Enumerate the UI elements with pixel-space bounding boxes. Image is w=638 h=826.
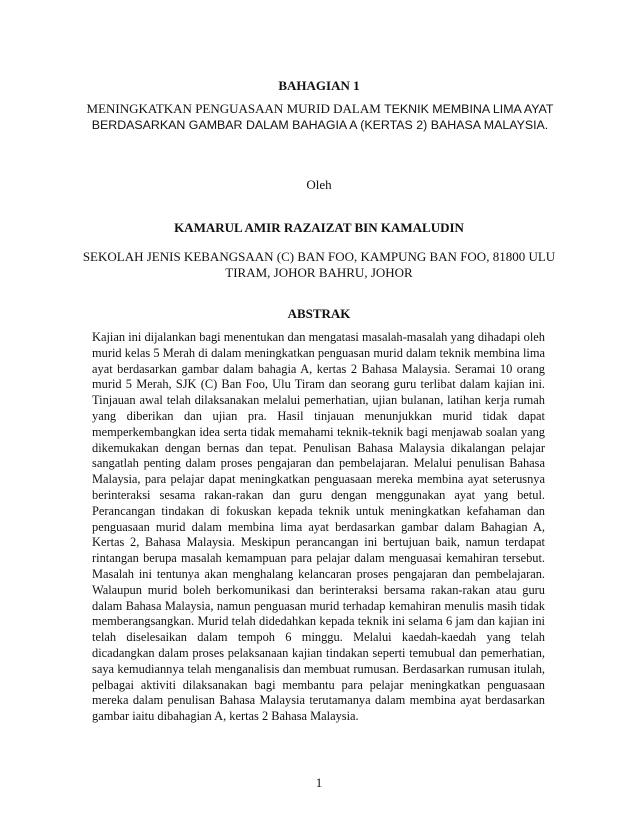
abstract-heading: ABSTRAK (287, 306, 351, 321)
abstract-paragraph: Kajian ini dijalankan bagi menentukan dan mengatasi masalah-masalah yang dihadapi oleh murid kelas 5 Merah di dalam meningkatkan penguasan murid dalam teknik membina lima ayat berdasarkan gambar dalam bahagia A, kertas 2 Bahasa Malaysia. Seramai 10 orang murid 5 Merah, SJK (C) Ban Foo, Ulu Tiram dan seorang guru terlibat dalam kajian ini. Tinjauan awal telah dilaksanakan melalui pemerhatian, ujian bulanan, latihan kerja rumah yang diberikan dan ujian pra. Hasil tinjauan menunjukkan murid tidak dapat memperkembangkan idea serta tidak memahami teknik-teknik bagi menjawab soalan yang dikemukakan dengan bernas dan tepat. Penulisan Bahasa Malaysia dikalangan pelajar sangatlah penting dalam proses pengajaran dan pembelajaran. Melalui penulisan Bahasa Malaysia, para pelajar dapat meningkatkan penguasaan mereka membina ayat seterusnya berinteraksi sesama rakan-rakan dan guru dengan menggunakan ayat yang betul. Perancangan tindakan di fokuskan kepada teknik untuk meningkatkan kefahaman dan penguasaan murid dalam membina lima ayat berdasarkan gambar dalam Bahagian A, Kertas 2, Bahasa Malaysia. Meskipun perancangan ini bertujuan baik, namun terdapat rintangan berupa masalah kemampuan para pelajar dalam menguasai kemahiran tersebut. Masalah ini tentunya akan menghalang kelancaran proses pengajaran dan pembelajaran. Walaupun murid boleh berkomunikasi dan berinteraksi bersama rakan-rakan atau guru dalam Bahasa Malaysia, namun penguasan murid terhadap kemahiran menulis masih tidak memberangsangkan. Murid telah didedahkan kepada teknik ini selama 6 jam dan kajian ini telah diselesaikan dalam tempoh 6 minggu. Melalui kaedah-kaedah yang telah dicadangkan dalam proses pelaksanaan kajian tindakan seperti temubual dan pemerhatian, saya kemudiannya telah menganalisis dan membuat rumusan. Berdasarkan rumusan itulah, pelbagai aktiviti dilaksanakan bagi membantu para pelajar meningkatkan penguasaan mereka dalam penulisan Bahasa Malaysia terutamanya dalam membina ayat berdasarkan gambar iaitu dibahagian A, kertas 2 Bahasa Malaysia. (92, 330, 545, 724)
paper-title-part-2: TEKNIK MEMBINA LIMA AYAT BERDASARKAN GAMBAR DALAM BAHAGIA A (KERTAS 2) BAHASA MALAYSIA. (91, 102, 554, 132)
byline-label: Oleh (306, 177, 332, 192)
paper-title-part-1: MENINGKATKAN PENGUASAAN MURID DALAM (86, 101, 385, 116)
paper-title (86, 101, 554, 133)
abstract-body (92, 330, 545, 725)
author-name: KAMARUL AMIR RAZAIZAT BIN KAMALUDIN (174, 220, 464, 235)
page-number: 1 (315, 775, 323, 790)
section-heading: BAHAGIAN 1 (278, 78, 360, 93)
author-affiliation: SEKOLAH JENIS KEBANGSAAN (C) BAN FOO, KAMPUNG BAN FOO, 81800 ULU TIRAM, JOHOR BAHRU, JOHOR (82, 249, 556, 280)
